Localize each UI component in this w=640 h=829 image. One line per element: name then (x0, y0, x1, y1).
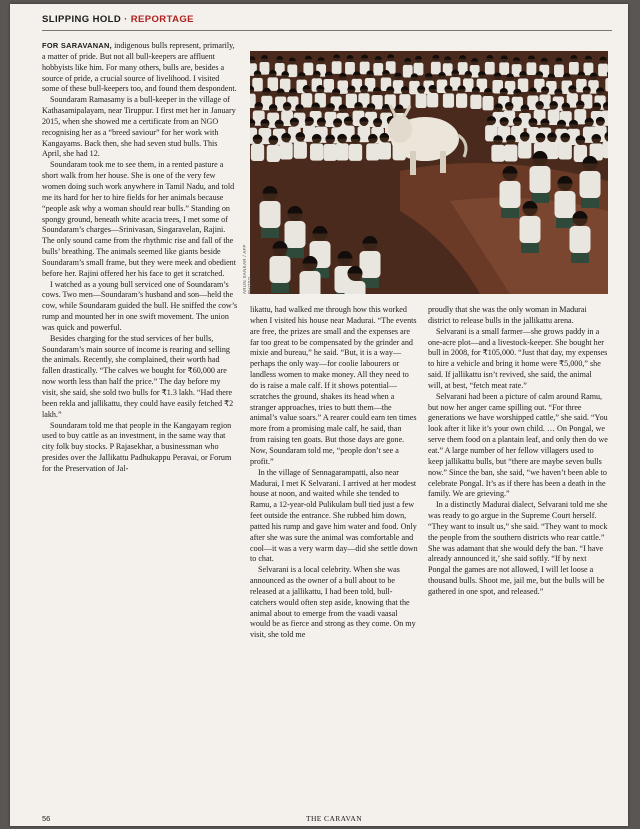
paragraph: Selvarani had been a picture of calm around Ramu, but now her anger came spilling out. “For three generations we have worshipped cattle,” she said. “You look after it like it’s your own child. … On Pongal, we serve them food on a plantain leaf, and only then do we eat.” A large number of her fellow villagers used to keep jallikattu bulls, but “there are maybe seven bulls now.” Since the ban, she said, “we haven’t been able to celebrate Pongal. It’s as if there has been a death in the family. We are grieving.” (428, 391, 608, 499)
paragraph: likattu, had walked me through how this worked when I visited his house near Madurai. “The events are free, the prizes are small and the expenses are far too great to be compensated by the grinder and mixie and bureau,” he said. “But, it is a way—perhaps the only way—for coolie labourers or landless women to make money. All they need to do is raise a male calf. If it shows potential—scratches the ground, shakes its head when a stranger approaches, tries to butt them—the animal’s value soars.” A rearer could earn ten times more from a promising male calf, he said, than from raising ten goats. But those days are gone. Now, Soundaram told me, “people don’t see a profit.” (250, 305, 417, 466)
crowd-bull-illustration (250, 51, 608, 294)
lead-in: FOR SARAVANAN, (42, 41, 113, 50)
paragraph-text: indigenous bulls represent, primarily, a matter of pride. But not all bull-keepers are affluent hobbyists like him. For many others, bulls are, besides a source of pride, a crucial source of livelihood. I visited some of these bull-keepers too, and found them despondent. (42, 41, 237, 94)
section-label: SLIPPING HOLD (42, 14, 122, 25)
magazine-name: THE CARAVAN (306, 814, 363, 823)
jallikattu-photo (250, 51, 608, 294)
paragraph (42, 41, 238, 95)
paragraph: In a distinctly Madurai dialect, Selvarani told me she was ready to go argue in the Supreme Court herself. “They want to insult us,” she said. “They want to mock the people from the southern districts who rear cattle.” She was adamant that she would defy the ban. “I have already announced it,’ she said softly. “If by next Pongal the games are not allowed, I will let loose a thousand bulls. Shoot me, jail me, but the bulls will be gathered in one spot, and released.” (428, 500, 608, 596)
paragraph: proudly that she was the only woman in Madurai district to release bulls in the jallikattu arena. (428, 305, 587, 325)
article-column-1 (42, 41, 238, 475)
paragraph: Soundaram told me that people in the Kangayam region used to buy cattle as an investment, in the same way that city folk buy stocks. P Rajasekhar, a businessman who presides over the Jallikattu Padhukappu Peravai, or Forum for the Preservation of Jal- (42, 420, 232, 473)
paragraph: Selvarani is a local celebrity. When she was announced as the owner of a bull about to be released at a jallikattu, I had been told, bull-catchers would often step aside, knowing that the animal about to emerge from the vaadi vaasal would be as fierce and strong as they come. On my visit, she told me (250, 565, 416, 640)
header-separator: · (124, 14, 128, 25)
header-rule (42, 30, 612, 31)
photo-credit: ARUN SANKAR / AFP PHOTO (242, 244, 252, 294)
paragraph: Soundaram Ramasamy is a bull-keeper in the village of Kathasamipalayam, near Tiruppur. I first met her in January 2015, when she showed me a certificate from an NGO recognising her as a “breed saviour” for her work with Kangayams. Back then, she had seven stud bulls. This April, she had 12. (42, 95, 236, 159)
paragraph: Besides charging for the stud services of her bulls, Soundaram’s main source of income is rearing and selling the animals. Recently, she complained, their worth had fallen drastically. “The calves we bought for ₹60,000 are now worth less than half the price.” The day before my visit, she said, she sold two bulls for ₹1.3 lakh. “Had there been rekla and jallikattu, they could have easily fetched ₹2 lakh.” (42, 333, 234, 419)
article-column-2 (250, 305, 418, 641)
paragraph: In the village of Sennagarampatti, also near Madurai, I met K Selvarani. I arrived at her modest house at noon, and waited while she tended to Ramu, a 12-year-old Pulikulam bull tied just a few feet outside the entrance. She rubbed him down, patted his rump and gave him water and food. Only after she was sure the animal was comfortable and cool—it was a very warm day—did she settle down to chat. (250, 467, 418, 564)
magazine-page (10, 4, 628, 826)
article-column-3 (428, 305, 608, 598)
paragraph: Selvarani is a small farmer—she grows paddy in a one-acre plot—and a livestock-keeper. She bought her bull in 2008, for ₹105,000. “Just that day, my expenses to hire a vehicle and bring it home were ₹5,000,” she said. If jallikattu isn’t revived, she said, the animal will, at best, “fetch meat rate.” (428, 326, 608, 390)
page-number: 56 (42, 814, 51, 823)
paragraph: I watched as a young bull serviced one of Soundaram’s cows. Two men—Soundaram’s husband and son—held the cow, while Soundaram guided the bull. He sniffed the cow’s rump and mounted her in one swift movement. The union was quick and powerful. (42, 279, 238, 332)
subsection-label: REPORTAGE (130, 14, 194, 25)
paragraph: Soundaram took me to see them, in a rented pasture a short walk from her house. She is one of the very few women doing such work anywhere in Tamil Nadu, and told me its hard for her to hire fields for her animals because “people ask why a woman should rear bulls.” Standing on spongy ground, beneath white acacia trees, I met some of Soundaram’s charges—Srinivasan, Singaravelan, Rajini. The only sound came from the rhythmic rise and fall of the bulls’ breathing. The animals seemed like giants beside Soundaram’s small frame, but they were meek and obedient before her. Rajini offered her his face to get it scratched. (42, 160, 236, 278)
running-head (42, 14, 194, 25)
